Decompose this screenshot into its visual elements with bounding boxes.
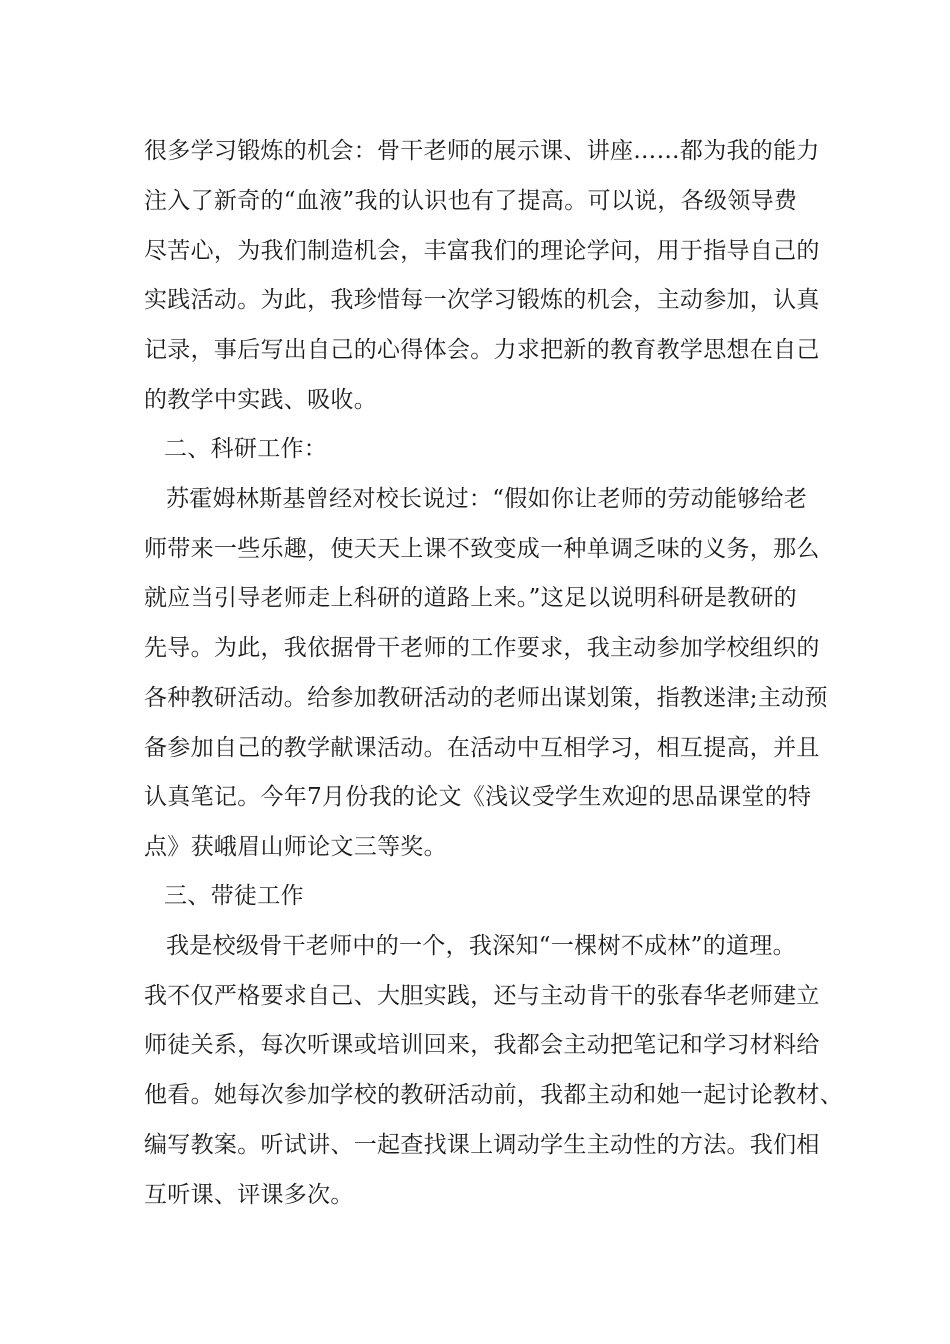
section-heading: 三、带徒工作 — [164, 883, 304, 909]
paragraph-line: 互听课、评课多次。 — [144, 1182, 354, 1208]
paragraph-line: 师徒关系，每次听课或培训回来，我都会主动把笔记和学习材料给 — [144, 1032, 820, 1058]
paragraph-line: 尽苦心，为我们制造机会，丰富我们的理论学问，用于指导自己的 — [144, 238, 820, 264]
paragraph-line: 认真笔记。今年7月份我的论文《浅议受学生欢迎的思品课堂的特 — [144, 784, 812, 810]
paragraph-line: 师带来一些乐趣，使天天上课不致变成一种单调乏味的义务，那么 — [144, 536, 820, 562]
paragraph-line: 点》获峨眉山师论文三等奖。 — [144, 834, 447, 860]
paragraph-line: 就应当引导老师走上科研的道路上来。”这足以说明科研是教研的 — [144, 585, 797, 611]
paragraph-line: 备参加自己的教学献课活动。在活动中互相学习，相互提高，并且 — [144, 735, 820, 761]
paragraph-line: 实践活动。为此，我珍惜每一次学习锻炼的机会，主动参加，认真 — [144, 287, 820, 313]
paragraph-line: 编写教案。听试讲、一起查找课上调动学生主动性的方法。我们相 — [144, 1132, 820, 1158]
paragraph-line: 各种教研活动。给参加教研活动的老师出谋划策，指教迷津;主动预 — [144, 685, 828, 711]
paragraph-line: 的教学中实践、吸收。 — [144, 387, 377, 413]
section-heading: 二、科研工作： — [164, 436, 328, 462]
paragraph-line: 我是校级骨干老师中的一个，我深知“一棵树不成林”的道理。 — [166, 933, 796, 959]
paragraph-line: 很多学习锻炼的机会：骨干老师的展示课、讲座……都为我的能力 — [144, 138, 820, 164]
paragraph-line: 苏霍姆林斯基曾经对校长说过：“假如你让老师的劳动能够给老 — [166, 486, 808, 512]
paragraph-line: 注入了新奇的“血液”我的认识也有了提高。可以说，各级领导费 — [144, 188, 798, 214]
paragraph-line: 先导。为此，我依据骨干老师的工作要求，我主动参加学校组织的 — [144, 635, 820, 661]
paragraph-line: 我不仅严格要求自己、大胆实践，还与主动肯干的张春华老师建立 — [144, 983, 820, 1009]
paragraph-line: 他看。她每次参加学校的教研活动前，我都主动和她一起讨论教材、 — [144, 1082, 843, 1108]
paragraph-line: 记录，事后写出自己的心得体会。力求把新的教育教学思想在自己 — [144, 337, 820, 363]
